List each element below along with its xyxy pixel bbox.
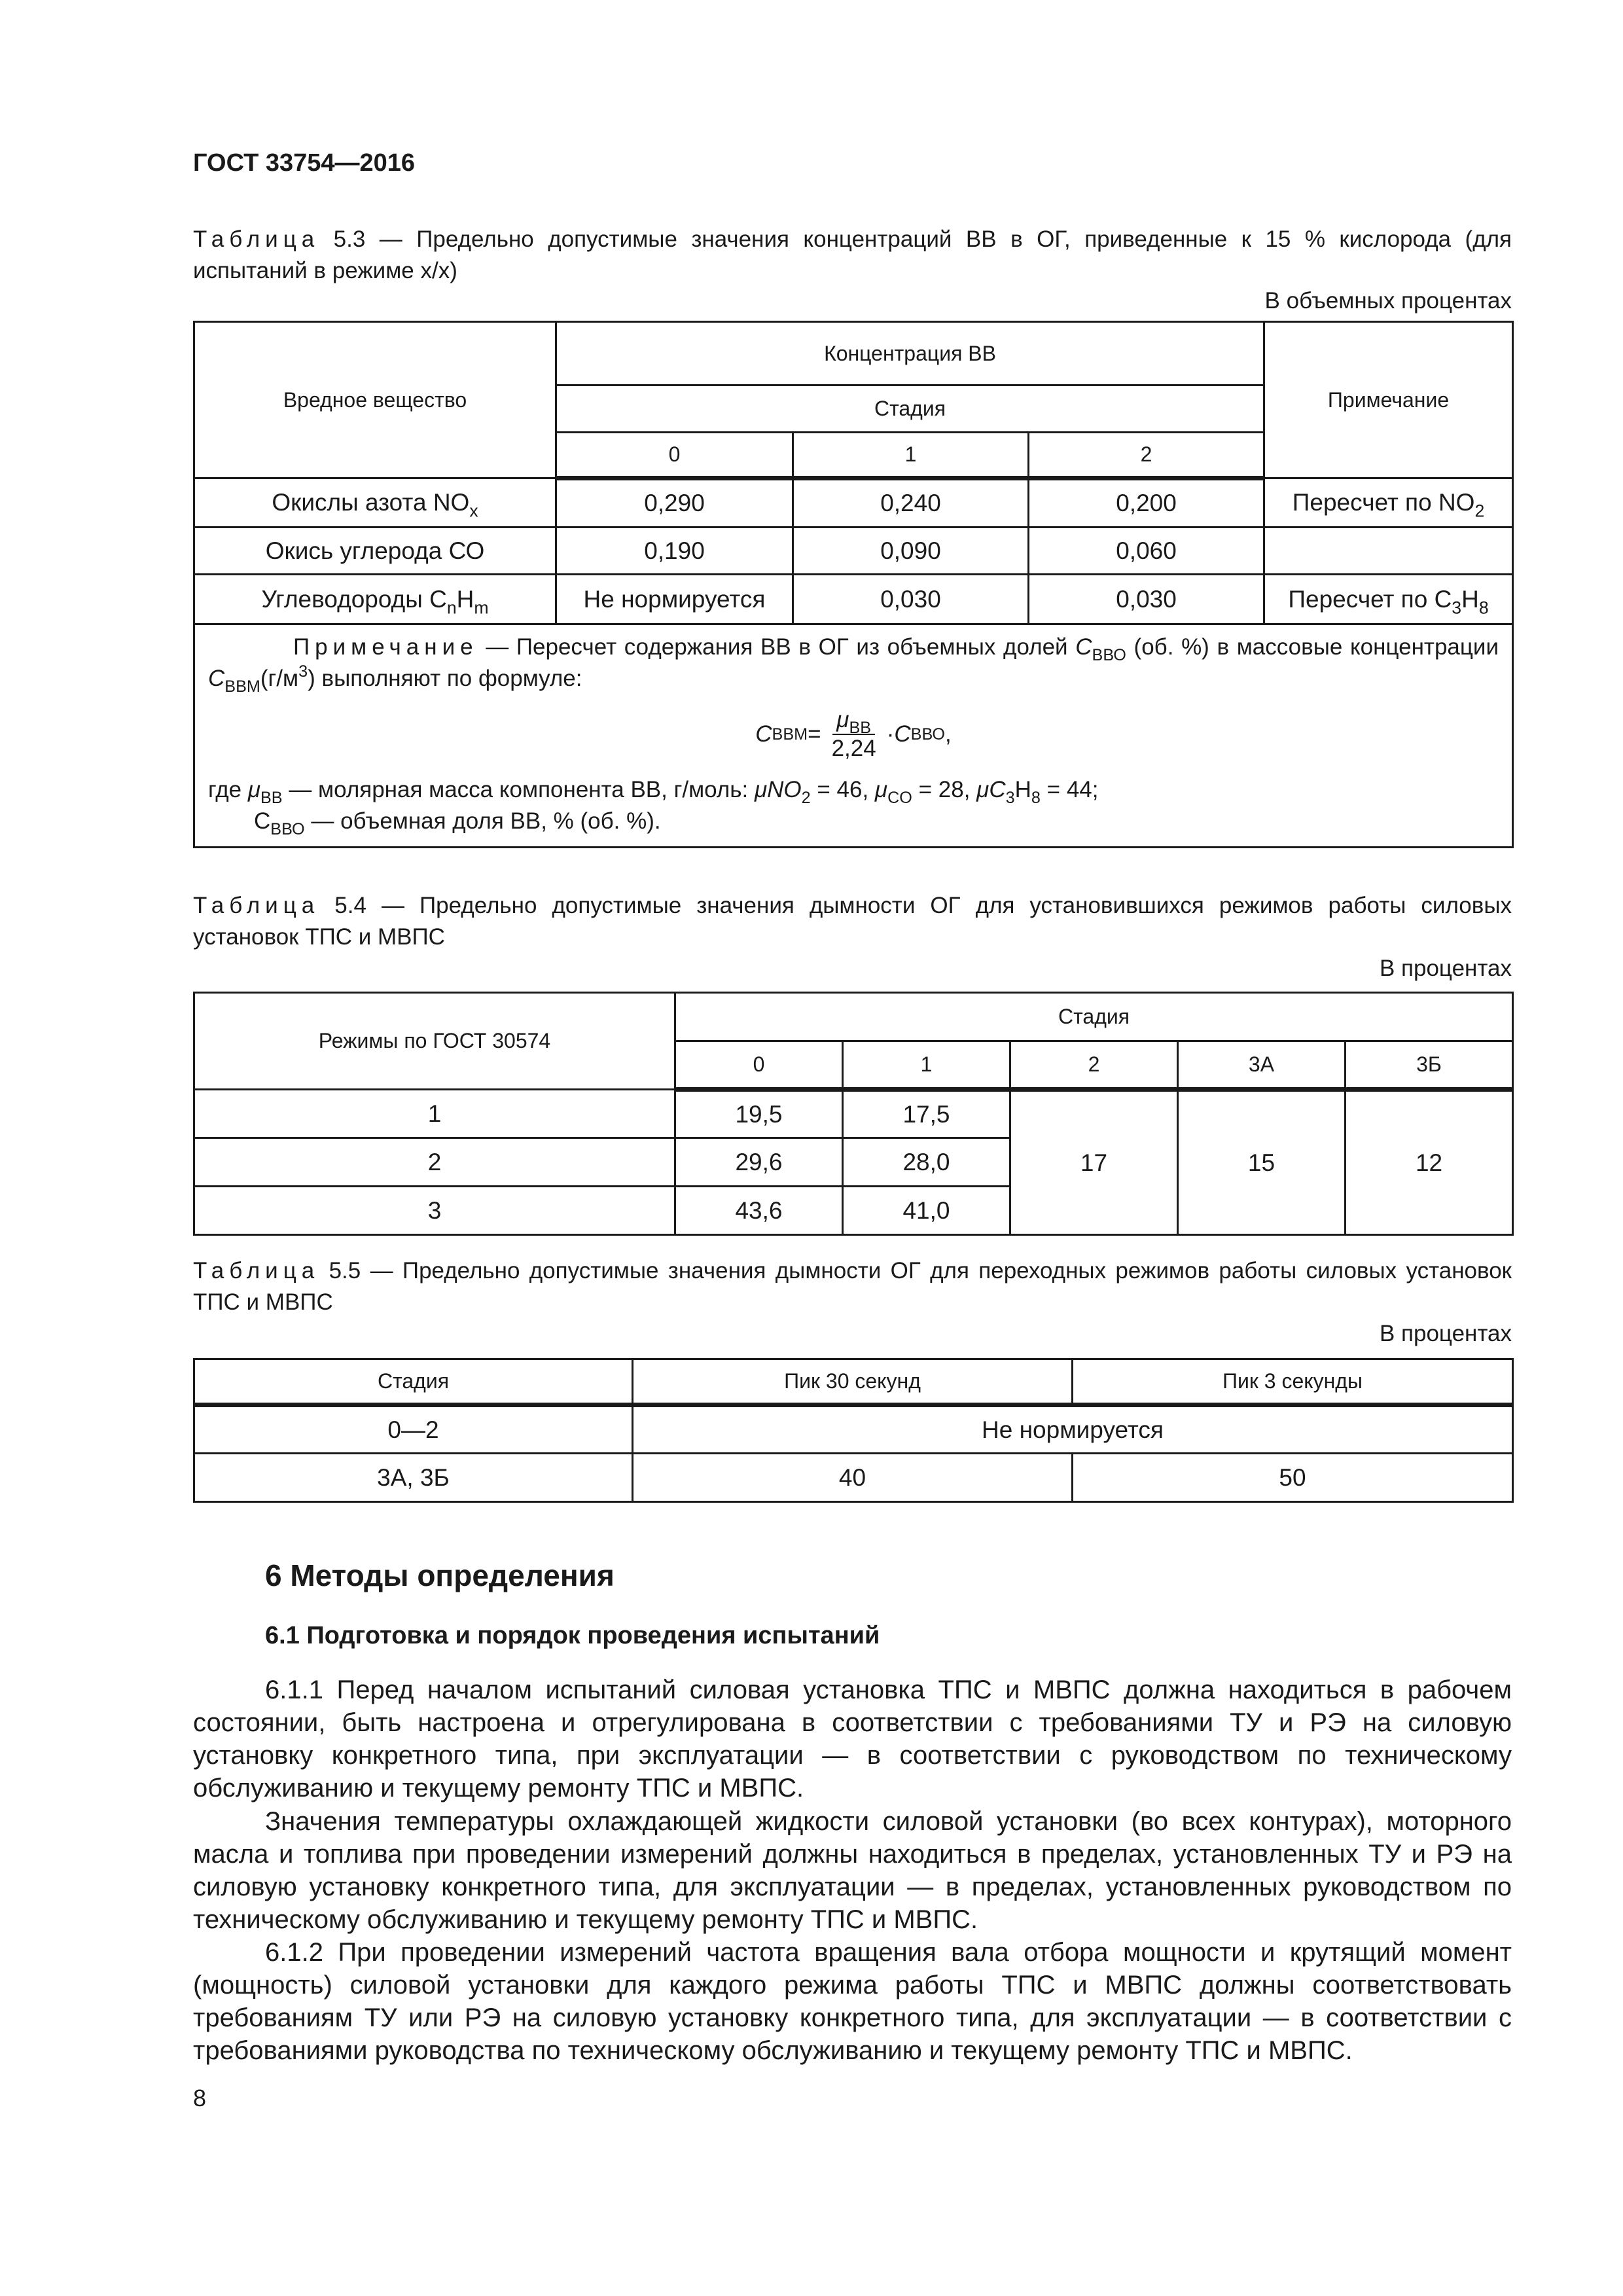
page-number: 8 — [193, 2085, 207, 2111]
cell-value: 0,200 — [1029, 478, 1264, 528]
table-row — [194, 575, 1513, 624]
cell-merged-not-normalized: Не нормируется — [633, 1405, 1513, 1454]
header-stage-3a: 3А — [1178, 1041, 1346, 1090]
header-stage: Стадия — [556, 386, 1264, 433]
cell-note: Пересчет по $С_3Н_8$ — [1264, 575, 1513, 624]
table-row — [194, 528, 1513, 575]
subsection-title: 6.1 Подготовка и порядок проведения испытаний — [265, 1622, 880, 1649]
table-5-5-caption: Таблица 5.5 — Предельно допустимые значения дымности ОГ для переходных режимов работы силовых установок ТПС и МВПС — [193, 1258, 1512, 1315]
cell-value: 43,6 — [675, 1187, 843, 1235]
table-row — [194, 1090, 1513, 1138]
cell-value: 19,5 — [675, 1090, 843, 1138]
header-note: Примечание — [1264, 322, 1513, 478]
cell-value: 0,060 — [1029, 528, 1264, 575]
table-note-row — [194, 624, 1513, 848]
table-note — [194, 624, 1513, 848]
header-stage-2: 2 — [1010, 1041, 1178, 1090]
cell-value: 50 — [1073, 1454, 1513, 1502]
header-stage: Стадия — [194, 1359, 633, 1405]
table-row — [194, 1405, 1513, 1454]
table-5-3 — [193, 321, 1514, 848]
cell-substance: Окись углерода СО — [194, 528, 556, 575]
header-stage-0: 0 — [556, 433, 793, 478]
cell-value: 0,030 — [1029, 575, 1264, 624]
header-substance: Вредное вещество — [194, 322, 556, 478]
table-5-5 — [193, 1358, 1514, 1503]
cell-mode: 1 — [194, 1090, 675, 1138]
cell-note — [1264, 528, 1513, 575]
cell-value: 41,0 — [843, 1187, 1010, 1235]
cell-merged-stage-3b: 12 — [1346, 1090, 1513, 1235]
header-stage: Стадия — [675, 993, 1513, 1041]
cell-value: 28,0 — [843, 1138, 1010, 1187]
document-header: ГОСТ 33754—2016 — [193, 149, 416, 177]
cell-value: 40 — [633, 1454, 1073, 1502]
paragraph-temperature: Значения температуры охлаждающей жидкости силовой установки (во всех контурах), моторного масла и топлива при проведении измерений должны находиться в пределах, установленных ТУ и РЭ на силовую установку конкретного типа, для эксплуатации — в пределах, установленных руководством по техническому обслуживанию и текущему ремонту ТПС и МВПС. — [193, 1807, 1512, 1934]
caption-text: 5.3 — Предельно допустимые значения концентраций ВВ в ОГ, приведенные к 15 % кислорода (для испытаний в режиме х/х) — [193, 226, 1512, 283]
cell-value: 0,090 — [793, 528, 1029, 575]
formula-fraction: $\frac{\mu_{ВВ}}{2,24}$ — [831, 707, 876, 761]
formula: C ВВМ = $\frac{\mu_{ВВ}}{2,24}$ · C ВВО , — [755, 707, 952, 761]
section-title: 6 Методы определения — [265, 1558, 615, 1592]
header-peak-30: Пик 30 секунд — [633, 1359, 1073, 1405]
table-5-5-unit: В процентах — [1379, 1321, 1512, 1346]
cell-mode: 2 — [194, 1138, 675, 1187]
note-cbbo-line: $С_{ВВО}$ — объемная доля ВВ, % (об. %). — [254, 808, 661, 838]
cell-mode: 3 — [194, 1187, 675, 1235]
cell-note: Пересчет по $NO_2$ — [1264, 478, 1513, 528]
cell-value: 29,6 — [675, 1138, 843, 1187]
cell-value: 0,290 — [556, 478, 793, 528]
note-paragraph: Примечание — Пересчет содержания ВВ в ОГ из объемных долей $C_{ВВО}$ (об. %) в массовые концентрации $C_{ВВМ}(г/м^3)$ выполняют по формуле: — [208, 634, 1499, 696]
cell-merged-stage-3a: 15 — [1178, 1090, 1346, 1235]
header-concentration: Концентрация ВВ — [556, 322, 1264, 386]
cell-value: Не нормируется — [556, 575, 793, 624]
table-5-4-unit: В процентах — [1379, 956, 1512, 981]
header-stage-0: 0 — [675, 1041, 843, 1090]
cell-substance: Окислы азота $NO_x$ — [194, 478, 556, 528]
cell-stage: 3А, 3Б — [194, 1454, 633, 1502]
header-stage-3b: 3Б — [1346, 1041, 1513, 1090]
caption-word: Таблица — [193, 226, 320, 252]
paragraph-6-1-1: 6.1.1 Перед началом испытаний силовая установка ТПС и МВПС должна находиться в рабочем состоянии, быть настроена и отрегулирована в соответствии с требованиями ТУ и РЭ на силовую установку конкретного типа, при эксплуатации — в соответствии с руководством по техническому обслуживанию и текущему ремонту ТПС и МВПС. — [193, 1676, 1512, 1803]
cell-value: 0,240 — [793, 478, 1029, 528]
paragraph-6-1-2: 6.1.2 При проведении измерений частота вращения вала отбора мощности и крутящий момент (мощность) силовой установки для каждого режима работы ТПС и МВПС должны соответствовать требованиям ТУ или РЭ на силовую установку конкретного типа, для эксплуатации — в соответствии с требованиями руководства по техническому обслуживанию и текущему ремонту ТПС и МВПС. — [193, 1938, 1512, 2065]
cell-value: 0,190 — [556, 528, 793, 575]
table-5-4 — [193, 992, 1514, 1236]
cell-stage: 0—2 — [194, 1405, 633, 1454]
cell-merged-stage-2: 17 — [1010, 1090, 1178, 1235]
header-stage-1: 1 — [793, 433, 1029, 478]
table-5-4-caption: Таблица 5.4 — Предельно допустимые значения дымности ОГ для установившихся режимов работы силовых установок ТПС и МВПС — [193, 893, 1512, 950]
cell-value: 0,030 — [793, 575, 1029, 624]
table-row — [194, 1454, 1513, 1502]
table-5-3-caption — [193, 224, 1512, 287]
cell-value: 17,5 — [843, 1090, 1010, 1138]
note-where-line: где $\mu_{ВВ}$ — молярная масса компонента ВВ, г/моль: μNO$_2$ = 46, $\mu_{CO} = 28$, $\mu C_3H_8 = 44$; — [208, 777, 1099, 807]
cell-substance: Углеводороды $С_nН_m$ — [194, 575, 556, 624]
table-5-3-unit: В объемных процентах — [1264, 288, 1512, 314]
header-stage-1: 1 — [843, 1041, 1010, 1090]
table-row — [194, 478, 1513, 528]
header-stage-2: 2 — [1029, 433, 1264, 478]
header-modes: Режимы по ГОСТ 30574 — [194, 993, 675, 1090]
header-peak-3: Пик 3 секунды — [1073, 1359, 1513, 1405]
